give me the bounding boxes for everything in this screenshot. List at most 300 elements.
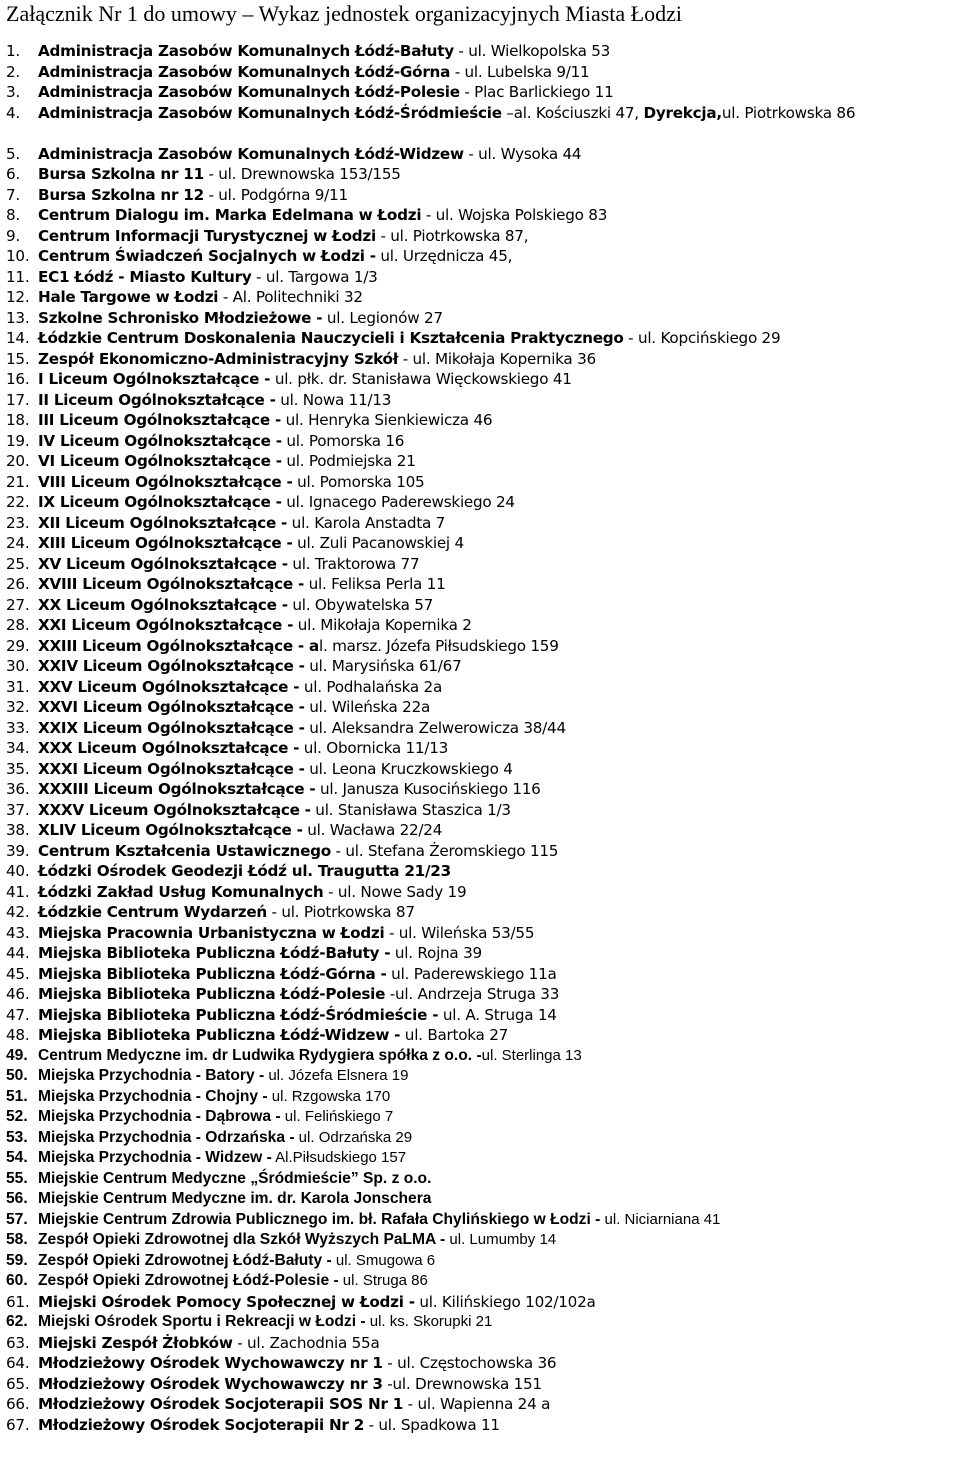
list-item [0,861,960,882]
list-item [0,1128,960,1149]
item-address: ul. Paderewskiego 11a [386,964,557,983]
item-number: 38. [6,821,30,839]
item-name: Miejska Pracownia Urbanistyczna w Łodzi [38,923,385,942]
item-number: 31. [6,677,30,696]
organization-list [0,41,960,1435]
item-name: Miejski Ośrodek Sportu i Rekreacji w Łodzi - [38,1313,366,1330]
item-number: 13. [6,308,30,327]
document-title: Załącznik Nr 1 do umowy – Wykaz jednostek organizacyjnych Miasta Łodzi [6,1,682,26]
item-address: ul. Zuli Pacanowskiej 4 [292,534,464,552]
item-name: Bursa Szkolna nr 12 [38,185,204,204]
item-number: 34. [6,739,30,757]
item-address: - ul. Wapienna 24 a [403,1395,551,1413]
item-number: 1. [6,42,20,60]
item-number: 10. [6,247,30,265]
item-text [38,1353,556,1374]
item-text [38,615,472,636]
item-text [38,1046,582,1067]
item-number: 20. [6,452,30,470]
item-text [38,287,363,308]
item-name: Łódzki Zakład Usług Komunalnych [38,882,324,901]
item-address: ul. Leona Kruczkowskiego 4 [304,759,513,778]
list-item [0,677,960,698]
item-address: - ul. Mikołaja Kopernika 36 [398,349,596,368]
item-address: - ul. Spadkowa 11 [364,1415,500,1434]
item-address: Al.Piłsudskiego 157 [271,1149,407,1166]
item-address-secondary: ul. Piotrkowska 86 [721,103,856,122]
item-address: ul. Mikołaja Kopernika 2 [293,616,472,634]
item-text [38,62,589,83]
list-item [0,923,960,944]
item-address: ul. Urzędnicza 45, [375,247,513,265]
item-number: 43. [6,923,30,942]
item-address: ul. Niciarniana 41 [600,1210,721,1228]
item-address: ul. Felińskiego 7 [280,1108,394,1125]
item-text [38,656,462,677]
list-item [0,246,960,267]
item-name: Centrum Świadczeń Socjalnych w Łodzi - [38,247,376,265]
item-number: 29. [6,636,30,655]
item-address: - ul. Częstochowska 36 [382,1354,557,1372]
item-number: 66. [6,1395,30,1413]
item-address: ul. Nowa 11/13 [275,390,392,409]
list-item [0,574,960,595]
item-number: 41. [6,882,30,901]
item-text [38,882,466,903]
item-text [38,1087,390,1108]
item-number: 30. [6,657,30,675]
item-address: ul. Wileńska 22a [304,698,431,716]
item-number: 55. [6,1169,28,1187]
item-number: 65. [6,1374,30,1393]
item-name: XXX Liceum Ogólnokształcące - [38,739,300,757]
item-address: ul. Struga 86 [338,1272,428,1289]
list-item [0,697,960,718]
item-name: Administracja Zasobów Komunalnych Łódź-Bałuty [38,42,454,60]
item-text [38,226,528,247]
item-number: 45. [6,964,30,983]
item-name: Miejski Ośrodek Pomocy Społecznej w Łodzi - [38,1292,415,1311]
item-name: Miejski Zespół Żłobków [38,1333,233,1352]
item-text [38,1292,596,1313]
item-address: - ul. Wielkopolska 53 [453,42,611,60]
list-item [0,1271,960,1292]
item-name: Miejska Przychodnia - Chojny - [38,1087,268,1105]
item-number: 9. [6,226,20,245]
item-address: ul. Aleksandra Zelwerowicza 38/44 [304,718,566,737]
item-name: Miejska Przychodnia - Dąbrowa - [38,1108,281,1125]
item-text [38,1107,393,1128]
item-number: 63. [6,1333,30,1352]
item-number: 39. [6,841,30,860]
item-text [38,738,448,759]
item-number: 5. [6,144,20,163]
item-text [38,431,404,452]
list-item [0,1189,960,1210]
item-address: - ul. Kopcińskiego 29 [623,329,781,347]
item-text [38,1415,500,1436]
list-item [0,800,960,821]
item-address: ul. Traktorowa 77 [287,554,420,573]
item-name: Centrum Kształcenia Ustawicznego [38,841,331,860]
item-address: ul. ks. Skorupki 21 [365,1313,493,1330]
item-name: XXI Liceum Ogólnokształcące - [38,616,294,634]
item-name: IX Liceum Ogólnokształcące - [38,493,282,511]
item-address: - Al. Politechniki 32 [218,288,363,306]
item-address: ul. Stanisława Staszica 1/3 [310,800,511,819]
item-name: Młodzieżowy Ośrodek Socjoterapii Nr 2 [38,1415,365,1434]
item-number: 62. [6,1313,28,1330]
item-name: III Liceum Ogólnokształcące - [38,411,282,429]
list-item [0,964,960,985]
item-number: 16. [6,370,30,388]
item-number: 26. [6,575,30,593]
item-name: Centrum Dialogu im. Marka Edelmana w Łodzi [38,206,422,224]
item-name: Miejskie Centrum Zdrowia Publicznego im. bł. Rafała Chylińskiego w Łodzi - [38,1210,601,1228]
item-address: ul. Podhalańska 2a [299,677,443,696]
item-text [38,513,445,534]
item-name: Miejska Biblioteka Publiczna Łódź-Śródmieście - [38,1005,439,1024]
item-address: - ul. Zachodnia 55a [232,1333,380,1352]
item-text [38,984,559,1005]
item-address: ul. Rojna 39 [390,944,482,962]
item-address: -ul. Drewnowska 151 [382,1374,542,1393]
item-address: ul. Henryka Sienkiewicza 46 [281,411,493,429]
item-name: Administracja Zasobów Komunalnych Łódź-Widzew [38,144,464,163]
item-address: ul. Józefa Elsnera 19 [264,1067,409,1084]
list-item [0,595,960,616]
item-name: Młodzieżowy Ośrodek Wychowawczy nr 1 [38,1354,383,1372]
item-name: XXV Liceum Ogólnokształcące - [38,677,300,696]
item-number: 33. [6,718,30,737]
list-item [0,1251,960,1272]
list-item [0,390,960,411]
item-name: XXXIII Liceum Ogólnokształcące - [38,780,316,798]
item-name: VIII Liceum Ogólnokształcące - [38,472,293,491]
list-item [0,1394,960,1415]
item-text [38,902,415,923]
item-address: ul. Obornicka 11/13 [299,739,449,757]
item-address: ul. Lumumby 14 [445,1231,557,1248]
item-text [38,1066,408,1087]
item-text [38,1271,428,1292]
list-item [0,1230,960,1251]
list-item [0,205,960,226]
item-address: ul. Pomorska 105 [292,472,425,491]
item-number: 15. [6,349,30,368]
item-name: XXXV Liceum Ogólnokształcące - [38,800,311,819]
list-item [0,943,960,964]
item-text [38,1148,406,1169]
list-item [0,820,960,841]
item-address: -ul. Andrzeja Struga 33 [385,985,560,1003]
item-number: 18. [6,411,30,429]
item-text [38,82,614,103]
item-number: 42. [6,903,30,921]
item-number: 44. [6,944,30,962]
item-name: Zespół Opieki Zdrowotnej Łódź-Bałuty - [38,1251,332,1269]
item-number: 59. [6,1251,28,1269]
item-text [38,390,391,411]
item-number: 51. [6,1087,28,1105]
item-address: ul. Karola Anstadta 7 [287,513,446,532]
item-name: XVIII Liceum Ogólnokształcące - [38,575,305,593]
item-number: 21. [6,472,30,491]
item-name: XXVI Liceum Ogólnokształcące - [38,698,305,716]
item-text [38,410,492,431]
item-text [38,1374,542,1395]
item-address: ul. A. Struga 14 [438,1005,557,1024]
list-item [0,431,960,452]
item-name: XXIX Liceum Ogólnokształcące - [38,718,305,737]
item-address: ul. płk. dr. Stanisława Więckowskiego 41 [270,370,572,388]
list-item [0,492,960,513]
item-number: 47. [6,1005,30,1024]
item-number: 7. [6,185,20,204]
item-name-secondary: Dyrekcja, [643,103,722,122]
item-number: 60. [6,1272,28,1289]
item-number: 52. [6,1108,28,1125]
item-name: Miejska Biblioteka Publiczna Łódź-Polesie [38,985,386,1003]
list-item [0,62,960,83]
item-address: - ul. Targowa 1/3 [251,267,378,286]
item-address: ul. Wacława 22/24 [302,821,443,839]
item-number: 6. [6,165,20,183]
list-item [0,841,960,862]
list-item [0,1210,960,1231]
item-text [38,144,581,165]
list-item [0,267,960,288]
list-item [0,882,960,903]
item-number: 4. [6,103,20,122]
item-name: XXXI Liceum Ogólnokształcące - [38,759,305,778]
list-item [0,1148,960,1169]
list-item [0,1046,960,1067]
item-address: ul. Ignacego Paderewskiego 24 [281,493,515,511]
item-address: ul. Legionów 27 [322,308,443,327]
item-text [38,246,512,267]
item-text [38,1394,550,1415]
item-address: ul. Podmiejska 21 [281,452,416,470]
item-name: Miejskie Centrum Medyczne „Śródmieście” Sp. z o.o. [38,1169,432,1187]
item-text [38,533,464,554]
item-name: Administracja Zasobów Komunalnych Łódź-Śródmieście [38,103,502,122]
list-item [0,308,960,329]
item-name: Bursa Szkolna nr 11 [38,165,204,183]
item-text [38,554,419,575]
item-name: Łódzkie Centrum Wydarzeń [38,903,267,921]
item-text [38,1128,412,1149]
list-item [0,410,960,431]
item-name: VI Liceum Ogólnokształcące - [38,452,282,470]
list-item [0,615,960,636]
list-item [0,287,960,308]
list-item [0,759,960,780]
list-item [0,103,960,144]
list-item [0,656,960,677]
list-item [0,513,960,534]
item-name: Miejska Biblioteka Publiczna Łódź-Górna - [38,964,387,983]
item-address: ul. Pomorska 16 [281,431,405,450]
item-address: - ul. Stefana Żeromskiego 115 [330,841,559,860]
item-text [38,1312,492,1333]
item-text [38,820,442,841]
item-text [38,759,513,780]
item-address: ul. Marysińska 61/67 [304,657,462,675]
item-number: 56. [6,1190,28,1207]
item-name: Miejskie Centrum Medyczne im. dr. Karola Jonschera [38,1190,432,1207]
item-name: Miejska Biblioteka Publiczna Łódź-Bałuty - [38,944,391,962]
item-number: 54. [6,1149,28,1166]
item-number: 23. [6,513,30,532]
item-name: XV Liceum Ogólnokształcące - [38,554,288,573]
item-address: ul. Kilińskiego 102/102a [414,1292,596,1311]
item-name: XX Liceum Ogólnokształcące - [38,595,288,614]
item-number: 3. [6,83,20,101]
item-number: 17. [6,390,30,409]
item-text [38,492,515,513]
item-address: ul. Smugowa 6 [331,1251,436,1269]
item-text [38,1251,435,1272]
list-item [0,144,960,165]
item-name: Szkolne Schronisko Młodzieżowe - [38,308,323,327]
item-name: XXIV Liceum Ogólnokształcące - [38,657,305,675]
item-address: - ul. Piotrkowska 87 [266,903,415,921]
item-number: 37. [6,800,30,819]
item-name: Zespół Opieki Zdrowotnej dla Szkół Wyższych PaLMA - [38,1231,446,1248]
item-name: Administracja Zasobów Komunalnych Łódź-Górna [38,62,451,81]
item-number: 14. [6,329,30,347]
item-number: 12. [6,288,30,306]
item-number: 27. [6,595,30,614]
item-number: 35. [6,759,30,778]
item-text [38,164,401,185]
item-name: Miejska Przychodnia - Batory - [38,1067,265,1084]
item-name: Młodzieżowy Ośrodek Wychowawczy nr 3 [38,1374,383,1393]
list-item [0,1107,960,1128]
item-text [38,267,378,288]
list-item [0,1333,960,1354]
item-address: l. marsz. Józefa Piłsudskiego 159 [319,636,559,655]
item-name: Zespół Opieki Zdrowotnej Łódź-Polesie - [38,1272,339,1289]
item-address: –al. Kościuszki 47, [501,103,644,122]
item-number: 53. [6,1128,28,1146]
item-address: - ul. Nowe Sady 19 [323,882,467,901]
list-item [0,1353,960,1374]
item-address: - ul. Piotrkowska 87, [375,226,529,245]
list-item [0,554,960,575]
item-text [38,697,430,718]
item-number: 28. [6,616,30,634]
list-item [0,185,960,206]
item-text [38,1230,556,1251]
item-number: 49. [6,1046,28,1064]
item-number: 25. [6,554,30,573]
item-address: - ul. Lubelska 9/11 [450,62,590,81]
item-address: - ul. Wojska Polskiego 83 [421,206,608,224]
item-name: Łódzki Ośrodek Geodezji Łódź ul. Traugutta 21/23 [38,862,451,880]
list-item [0,1415,960,1436]
item-text [38,861,451,882]
item-text [38,451,416,472]
list-item [0,779,960,800]
item-text [38,1005,557,1026]
list-item [0,533,960,554]
item-name: Miejska Przychodnia - Widzew - [38,1149,272,1166]
item-number: 24. [6,534,30,552]
item-number: 48. [6,1026,30,1044]
item-text [38,1210,720,1231]
item-address: - ul. Podgórna 9/11 [203,185,348,204]
list-item [0,1087,960,1108]
list-item [0,636,960,657]
item-name: Centrum Medyczne im. dr Ludwika Rydygiera spółka z o.o. - [38,1046,482,1064]
item-text [38,841,558,862]
item-name: Łódzkie Centrum Doskonalenia Nauczycieli i Kształcenia Praktycznego [38,329,624,347]
item-number: 11. [6,267,30,286]
list-item [0,1292,960,1313]
item-number: 36. [6,780,30,798]
list-item [0,226,960,247]
item-text [38,472,424,493]
item-number: 67. [6,1415,30,1434]
item-name: I Liceum Ogólnokształcące - [38,370,271,388]
item-number: 40. [6,862,30,880]
item-address: ul. Sterlinga 13 [481,1046,582,1064]
list-item [0,1066,960,1087]
item-name: II Liceum Ogólnokształcące - [38,390,276,409]
item-number: 64. [6,1354,30,1372]
item-name: XLIV Liceum Ogólnokształcące - [38,821,303,839]
item-name: Młodzieżowy Ośrodek Socjoterapii SOS Nr 1 [38,1395,404,1413]
item-text [38,779,541,800]
item-name: XIII Liceum Ogólnokształcące - [38,534,293,552]
item-name: Zespół Ekonomiczno-Administracyjny Szkół [38,349,399,368]
item-text [38,1333,380,1354]
item-text [38,595,433,616]
item-address: - ul. Drewnowska 153/155 [203,165,401,183]
item-text [38,205,607,226]
list-item [0,451,960,472]
item-text [38,369,572,390]
item-text [38,349,596,370]
list-item [0,349,960,370]
list-item [0,1005,960,1026]
item-address: - ul. Wysoka 44 [463,144,582,163]
list-item [0,369,960,390]
item-name: XXIII Liceum Ogólnokształcące - a [38,636,319,655]
list-item [0,1169,960,1190]
item-name: EC1 Łódź - Miasto Kultury [38,267,252,286]
item-number: 19. [6,431,30,450]
item-text [38,103,960,144]
item-name: XII Liceum Ogólnokształcące - [38,513,288,532]
item-number: 2. [6,62,20,81]
item-text [38,328,780,349]
item-text [38,574,446,595]
item-text [38,185,348,206]
item-name: Administracja Zasobów Komunalnych Łódź-Polesie [38,83,460,101]
item-address: ul. Janusza Kusocińskiego 116 [315,780,541,798]
item-address: - Plac Barlickiego 11 [459,83,614,101]
item-address: - ul. Wileńska 53/55 [384,923,535,942]
list-item [0,328,960,349]
item-address: ul. Feliksa Perla 11 [304,575,446,593]
item-address: ul. Obywatelska 57 [287,595,434,614]
item-text [38,41,610,62]
item-number: 50. [6,1067,28,1084]
list-item [0,738,960,759]
